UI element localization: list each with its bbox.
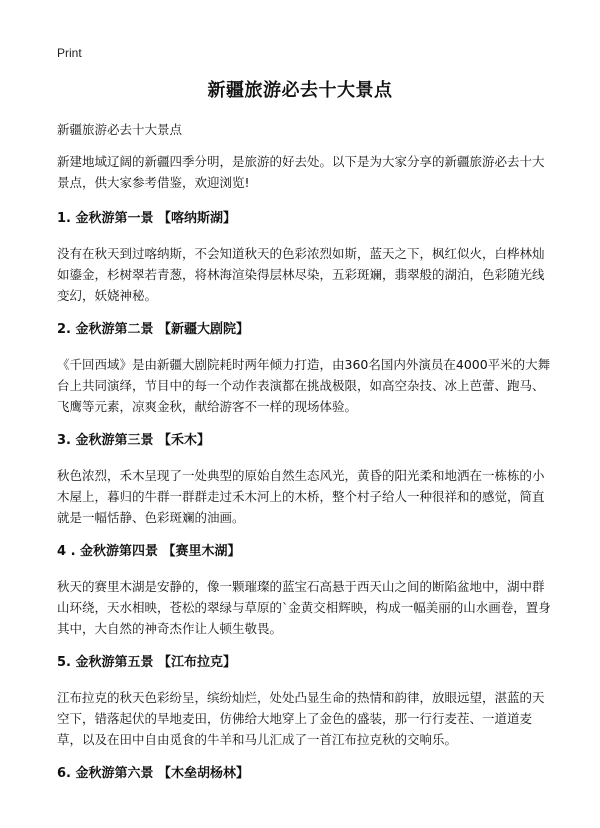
section-paragraph: 秋天的赛里木湖是安静的，像一颗璀璨的蓝宝石高悬于西天山之间的断陷盆地中，湖中群山环绕，天水相映，苍松的翠绿与草原的`金黄交相辉映，构成一幅美丽的山水画卷，置身其中，大自然的神奇杰作让人顿生敬畏。 [57, 579, 551, 636]
section-6 [57, 764, 551, 784]
section-paragraph: 没有在秋天到过喀纳斯，不会知道秋天的色彩浓烈如斯，蓝天之下，枫红似火，白桦林灿如鎏金，杉树翠若青葱，将林海渲染得层林尽染，五彩斑斓，翡翠般的湖泊，色彩随光线变幻，妖娆神秘。 [57, 246, 545, 303]
section-5 [57, 653, 551, 750]
article-body [57, 120, 551, 798]
section-3 [57, 431, 551, 528]
section-heading: 1. 金秋游第一景 【喀纳斯湖】 [57, 211, 237, 226]
section-heading: 2. 金秋游第二景 【新疆大剧院】 [57, 322, 250, 337]
section-1 [57, 209, 551, 306]
section-paragraph: 江布拉克的秋天色彩纷呈，缤纷灿烂，处处凸显生命的热情和韵律，放眼远望，湛蓝的天空下，错落起伏的旱地麦田，仿佛给大地穿上了金色的盛装，那一行行麦茬、一道道麦草，以及在田中自由觅食的牛羊和马儿汇成了一首江布拉克秋的交响乐。 [57, 690, 545, 747]
intro-paragraph: 新建地域辽阔的新疆四季分明，是旅游的好去处。以下是为大家分享的新疆旅游必去十大景点，供大家参考借鉴，欢迎浏览! [57, 154, 545, 190]
section-heading: 3. 金秋游第三景 【禾木】 [57, 433, 211, 448]
article-subtitle: 新疆旅游必去十大景点 [57, 122, 183, 137]
section-heading: 5. 金秋游第五景 【江布拉克】 [57, 655, 237, 670]
print-link[interactable]: Print [57, 46, 82, 60]
page-title: 新疆旅游必去十大景点 [207, 80, 393, 101]
section-paragraph: 《千回西域》是由新疆大剧院耗时两年倾力打造，由360名国内外演员在4000平米的大舞台上共同演绎，节目中的每一个动作表演都在挑战极限，如高空杂技、冰上芭蕾、跑马、飞鹰等元素，凉爽金秋，献给游客不一样的现场体验。 [57, 357, 551, 414]
section-4 [57, 542, 551, 639]
section-heading: 4 . 金秋游第四景 【赛里木湖】 [57, 544, 241, 559]
section-paragraph: 秋色浓烈，禾木呈现了一处典型的原始自然生态风光，黄昏的阳光柔和地洒在一栋栋的小木屋上，暮归的牛群一群群走过禾木河上的木桥，整个村子给人一种很祥和的感觉，简直就是一幅恬静、色彩斑斓的油画。 [57, 468, 545, 525]
section-2 [57, 320, 551, 417]
section-heading: 6. 金秋游第六景 【木垒胡杨林】 [57, 766, 250, 781]
